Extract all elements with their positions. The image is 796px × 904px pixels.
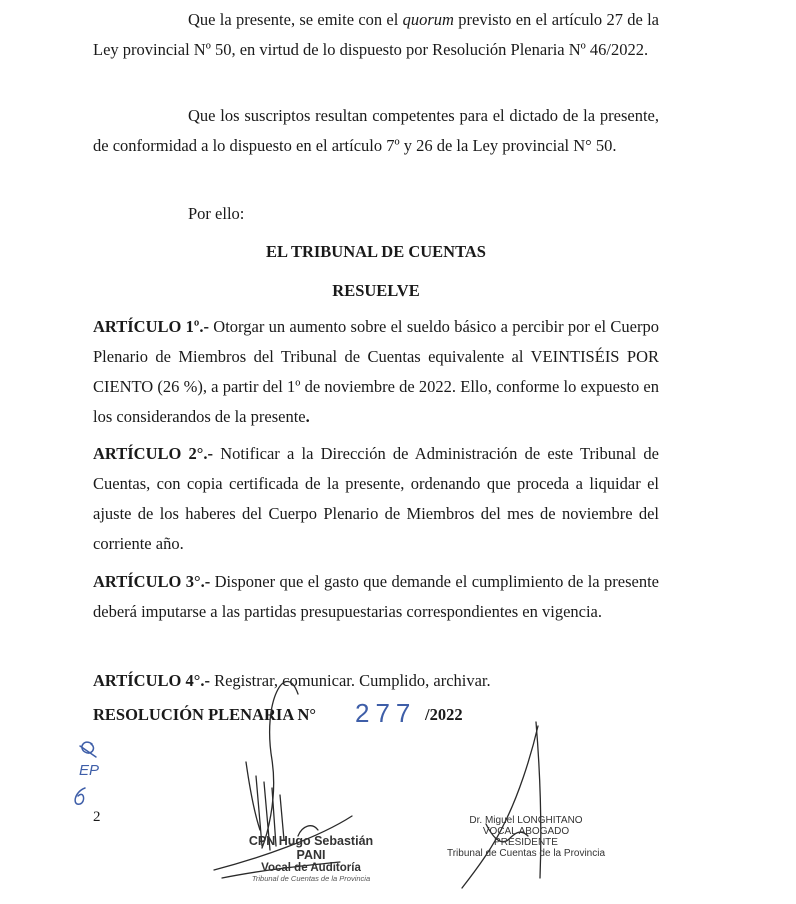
left-signer-role: Vocal de Auditoría — [261, 862, 361, 874]
paragraph-por-ello: Por ello: — [188, 204, 245, 223]
resolution-number: 277 — [355, 698, 417, 728]
article-2-label: ARTÍCULO 2°.- — [93, 444, 214, 463]
article-3-text: Disponer que el gasto que demande el cumplimiento de la presente deberá imputarse a las partidas presupuestarias correspondientes en vigencia. — [93, 572, 659, 621]
article-1-end: . — [305, 407, 310, 426]
right-signer-role: VOCAL ABOGADO — [482, 826, 570, 837]
left-signer-org: Tribunal de Cuentas de la Provincia — [251, 874, 371, 883]
page-number: 2 — [93, 809, 101, 825]
right-signer-name: Dr. Miguel LONGHITANO — [469, 815, 583, 826]
article-4-text: Registrar, comunicar. Cumplido, archivar. — [209, 671, 491, 690]
heading-resuelve: RESUELVE — [332, 281, 420, 300]
left-signer-name: CPN Hugo Sebastián PANI — [248, 834, 374, 862]
article-1-text: Otorgar un aumento sobre el sueldo básico a percibir por el Cuerpo Plenario de Miembros del Tribunal de Cuentas equivalente al VEINTISÉIS POR CIENTO (26 %), a partir del 1º de noviembre de 2022. Ello, conforme lo expuesto en los considerandos de la presente — [93, 317, 660, 426]
heading-tribunal: EL TRIBUNAL DE CUENTAS — [266, 242, 486, 261]
margin-initials-text: EP — [79, 762, 100, 779]
quorum-italic: quorum — [402, 10, 454, 29]
right-signer-org: Tribunal de Cuentas de la Provincia — [446, 848, 606, 859]
article-1-label: ARTÍCULO 1º.- — [93, 317, 209, 336]
right-signer-title: PRESIDENTE — [494, 837, 558, 848]
left-signature-stamp — [236, 834, 386, 883]
article-4-label: ARTÍCULO 4°.- — [93, 671, 210, 690]
article-2-text: Notificar a la Dirección de Administración de este Tribunal de Cuentas, con copia certificada de la presente, ordenando que proceda a liquidar el ajuste de los haberes del Cuerpo Plenario de Miembros del mes de noviembre del corriente año. — [93, 444, 659, 553]
paragraph-competence: Que los suscriptos resultan competentes para el dictado de la presente, de conformidad a lo dispuesto en el artículo 7º y 26 de la Ley provincial N° 50. — [93, 106, 659, 155]
right-signature-stamp — [446, 815, 606, 859]
resolution-label: RESOLUCIÓN PLENARIA N° — [93, 705, 316, 724]
right-signature-scribble — [462, 722, 541, 888]
article-3-label: ARTÍCULO 3°.- — [93, 572, 211, 591]
paragraph-quorum-start: Que la presente, se emite con el — [188, 10, 403, 29]
resolution-year: /2022 — [425, 705, 463, 724]
paragraph-quorum-end: previsto en el artículo 27 de la Ley provincial Nº 50, en virtud de lo dispuesto por Resolución Plenaria Nº 46/2022. — [93, 10, 660, 59]
